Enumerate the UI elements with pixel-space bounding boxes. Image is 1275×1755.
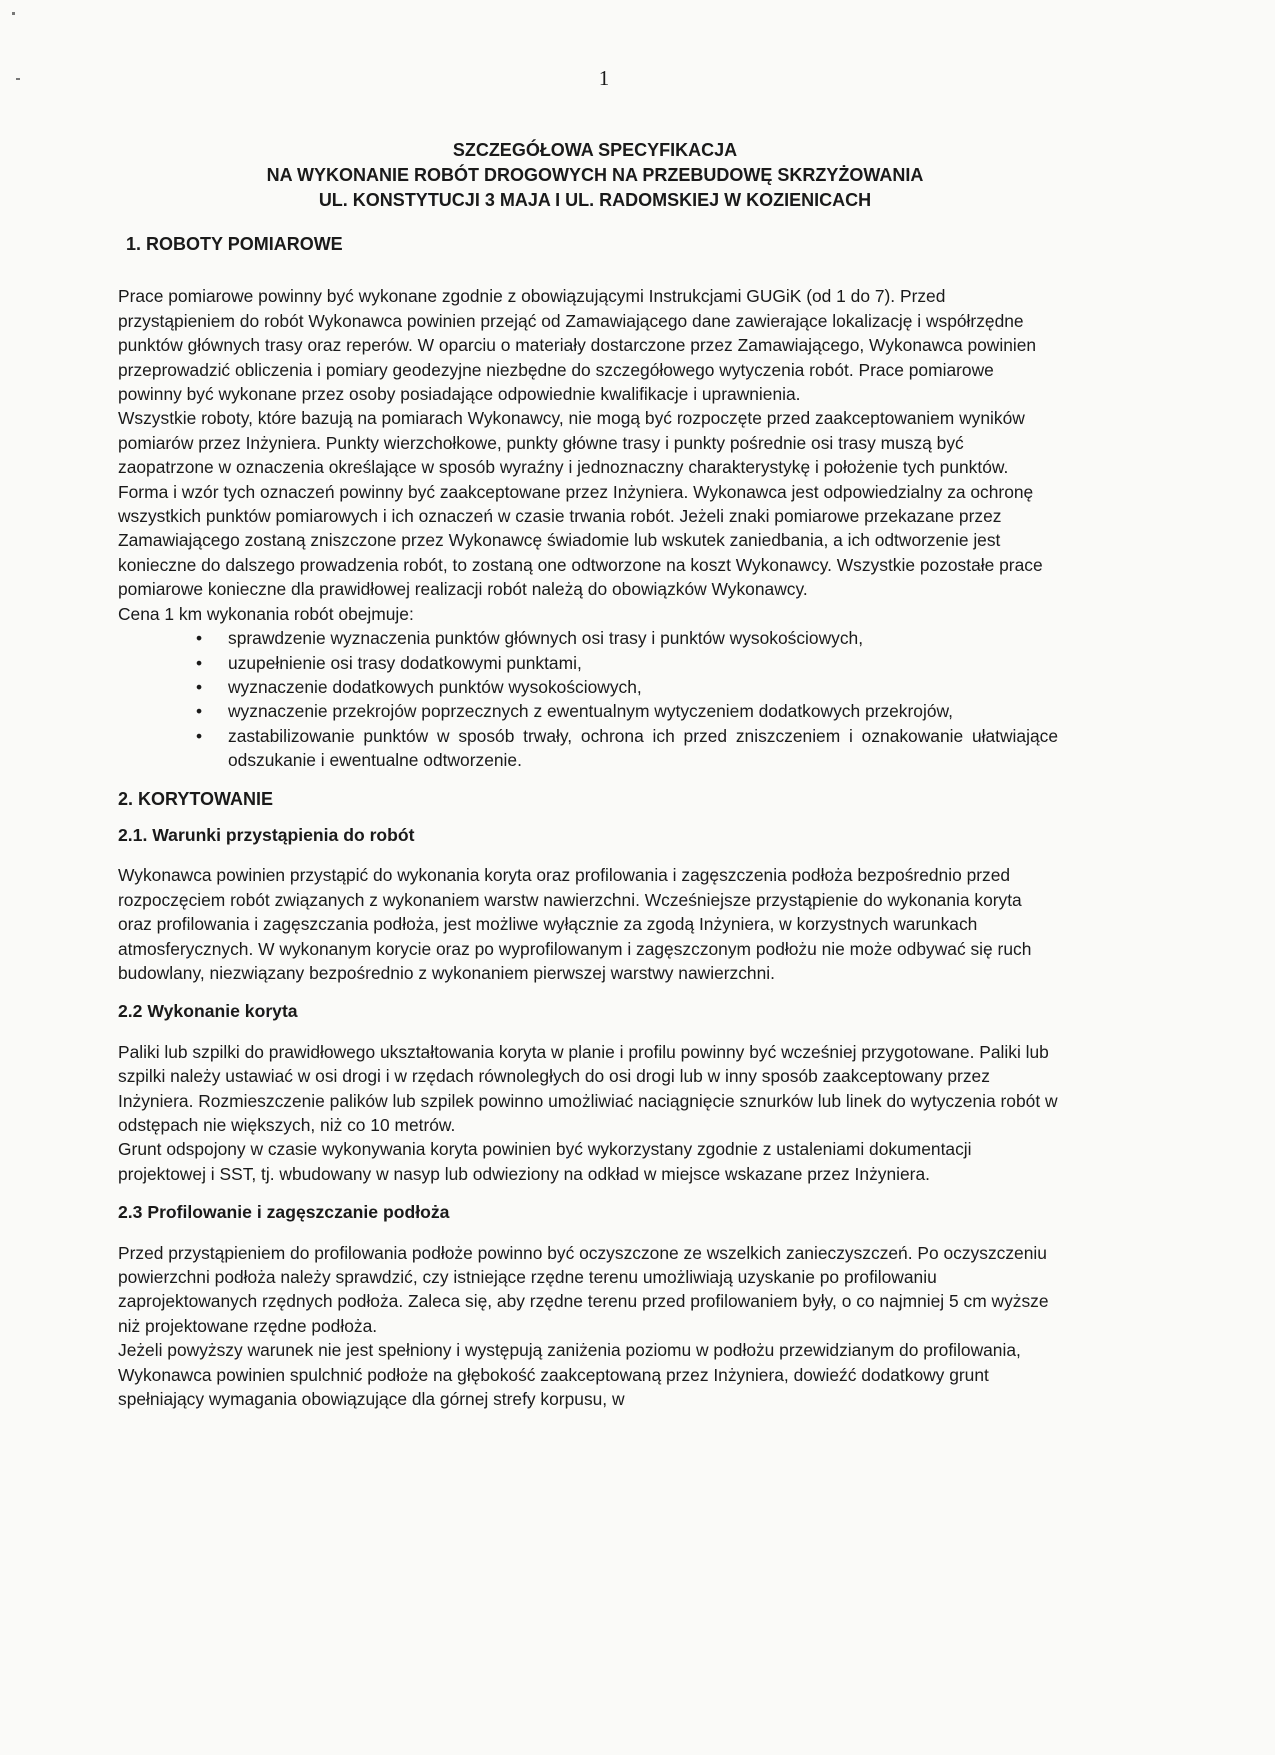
- subsection-heading: 2.2 Wykonanie koryta: [118, 1001, 298, 1022]
- section-roboty-pomiarowe: [118, 232, 1058, 773]
- section-heading: 2. KORYTOWANIE: [118, 788, 274, 809]
- bullet-icon: •: [196, 628, 203, 649]
- bullet-icon: •: [196, 676, 203, 697]
- paragraph: Przed przystąpieniem do profilowania podłoże powinno być oczyszczone ze wszelkich zanieczyszczeń. Po oczyszczeniu powierzchni podłoża należy sprawdzić, czy istniejące rzędne terenu umożliwiają uzyskanie po profilowaniu zaprojektowanych rzędnych podłoża. Zaleca się, aby rzędne terenu przed profilowaniem były, o co najmniej 5 cm wyższe niż projektowane rzędne podłoża.: [118, 1242, 1049, 1336]
- paragraph: Paliki lub szpilki do prawidłowego ukształtowania koryta w planie i profilu powinny być wcześniej przygotowane. Paliki lub szpilki należy ustawiać w osi drogi i w rzędach równoległych do osi drogi lub w inny sposób zaakceptowany przez Inżyniera. Rozmieszczenie palików lub szpilek powinno umożliwiać naciągnięcie sznurków lub linek do wytyczenia robót w odstępach nie większych, niż co 10 metrów.: [118, 1041, 1058, 1135]
- paragraph: Grunt odspojony w czasie wykonywania koryta powinien być wykorzystany zgodnie z ustaleniami dokumentacji projektowej i SST, tj. wbudowany w nasyp lub odwieziony na odkład w miejsce wskazane przez Inżyniera.: [118, 1139, 972, 1184]
- subsection-heading: 2.1. Warunki przystąpienia do robót: [118, 824, 415, 845]
- bullet-icon: •: [196, 701, 203, 722]
- page-number: 1: [598, 66, 610, 90]
- title-line-1: SZCZEGÓŁOWA SPECYFIKACJA: [452, 140, 738, 160]
- list-intro: Cena 1 km wykonania robót obejmuje:: [118, 603, 414, 624]
- list-item: • wyznaczenie dodatkowych punktów wysokościowych,: [118, 675, 1058, 699]
- list-item: • sprawdzenie wyznaczenia punktów głównych osi trasy i punktów wysokościowych,: [118, 626, 1058, 650]
- list-item: • uzupełnienie osi trasy dodatkowymi punktami,: [118, 651, 1058, 675]
- document-body: [118, 232, 1058, 1425]
- bullet-icon: •: [196, 725, 203, 746]
- paragraph: Prace pomiarowe powinny być wykonane zgodnie z obowiązującymi Instrukcjami GUGiK (od 1 do 7). Przed przystąpieniem do robót Wykonawca powinien przejąć od Zamawiającego dane zawierające lokalizację i współrzędne punktów głównych trasy oraz reperów. W oparciu o materiały dostarczone przez Zamawiającego, Wykonawca powinien przeprowadzić obliczenia i pomiary geodezyjne niezbędne do szczegółowego wytyczenia robót. Prace pomiarowe powinny być wykonane przez osoby posiadające odpowiednie kwalifikacje i uprawnienia.: [118, 286, 1037, 405]
- paragraph: Wszystkie roboty, które bazują na pomiarach Wykonawcy, nie mogą być rozpoczęte przed zaakceptowaniem wyników pomiarów przez Inżyniera. Punkty wierzchołkowe, punkty główne trasy i punkty pośrednie osi trasy muszą być zaopatrzone w oznaczenia określające w sposób wyraźny i jednoznaczny charakterystykę i położenie tych punktów. Forma i wzór tych oznaczeń powinny być zaakceptowane przez Inżyniera. Wykonawca jest odpowiedzialny za ochronę wszystkich punktów pomiarowych i ich oznaczeń w czasie trwania robót. Jeżeli znaki pomiarowe przekazane przez Zamawiającego zostaną zniszczone przez Wykonawcę świadomie lub wskutek zaniedbania, a ich odtworzenie jest konieczne do dalszego prowadzenia robót, to zostaną one odtworzone na koszt Wykonawcy. Wszystkie pozostałe prace pomiarowe konieczne dla prawidłowej realizacji robót należą do obowiązków Wykonawcy.: [118, 408, 1043, 600]
- title-line-2: NA WYKONANIE ROBÓT DROGOWYCH NA PRZEBUDOWĘ SKRZYŻOWANIA: [266, 165, 924, 185]
- scan-artifact: [16, 78, 20, 80]
- list-item: • wyznaczenie przekrojów poprzecznych z ewentualnym wytyczeniem dodatkowych przekrojów,: [118, 699, 1058, 723]
- scan-artifact: [12, 12, 15, 15]
- document-title: [160, 138, 1030, 213]
- section-korytowanie: [118, 787, 1058, 1412]
- subsection-heading: 2.3 Profilowanie i zagęszczanie podłoża: [118, 1202, 450, 1223]
- paragraph: Wykonawca powinien przystąpić do wykonania koryta oraz profilowania i zagęszczenia podłoża bezpośrednio przed rozpoczęciem robót związanych z wykonaniem warstw nawierzchni. Wcześniejsze przystąpienie do wykonania koryta oraz profilowania i zagęszczania podłoża, jest możliwe wyłącznie za zgodą Inżyniera, w korzystnych warunkach atmosferycznych. W wykonanym korycie oraz po wyprofilowanym i zagęszczonym podłożu nie może odbywać się ruch budowlany, niezwiązany bezpośrednio z wykonaniem pierwszej warstwy nawierzchni.: [118, 865, 1032, 983]
- bullet-list: [118, 626, 1058, 772]
- paragraph: Jeżeli powyższy warunek nie jest spełniony i występują zaniżenia poziomu w podłożu przewidzianym do profilowania, Wykonawca powinien spulchnić podłoże na głębokość zaakceptowaną przez Inżyniera, dowieźć dodatkowy grunt spełniający wymagania obowiązujące dla górnej strefy korpusu, w: [118, 1340, 1021, 1410]
- list-item: • zastabilizowanie punktów w sposób trwały, ochrona ich przed zniszczeniem i oznakowanie ułatwiające odszukanie i ewentualne odtworzenie.: [196, 725, 1058, 771]
- section-heading: 1. ROBOTY POMIAROWE: [126, 234, 343, 254]
- bullet-icon: •: [196, 652, 203, 673]
- title-line-3: UL. KONSTYTUCJI 3 MAJA I UL. RADOMSKIEJ W KOZIENICACH: [318, 190, 872, 210]
